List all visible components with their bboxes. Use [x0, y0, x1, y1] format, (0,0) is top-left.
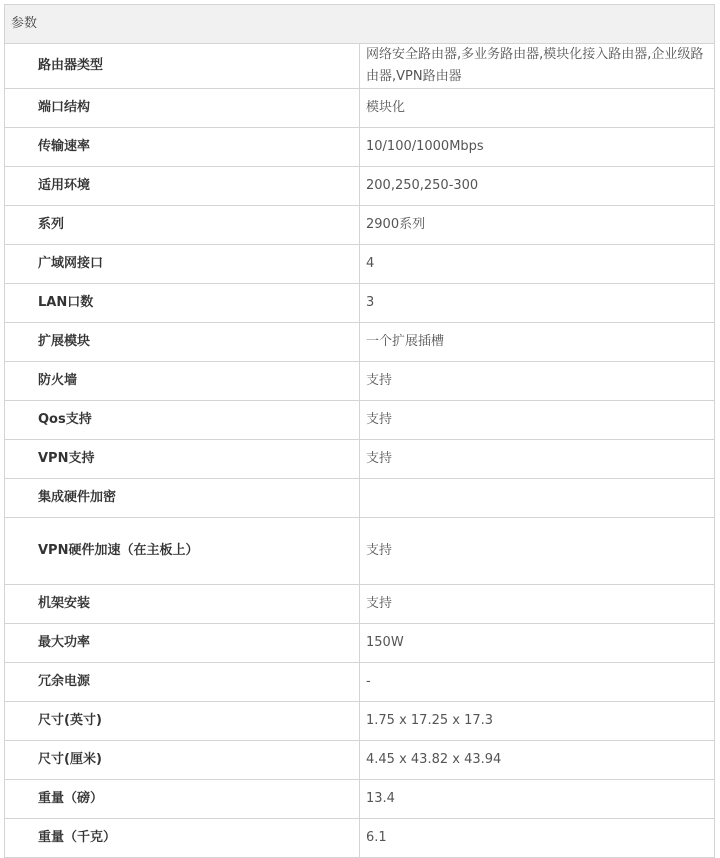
- table-row: [5, 518, 715, 585]
- spec-value: [360, 479, 715, 518]
- spec-label: 端口结构: [5, 89, 360, 128]
- spec-value: 200,250,250-300: [360, 167, 715, 206]
- table-row: [5, 284, 715, 323]
- table-row: [5, 89, 715, 128]
- table-row: [5, 780, 715, 819]
- spec-label: 防火墙: [5, 362, 360, 401]
- spec-label: 尺寸(厘米): [5, 741, 360, 780]
- spec-value: 2900系列: [360, 206, 715, 245]
- spec-value: 支持: [360, 518, 715, 585]
- spec-label: 机架安装: [5, 585, 360, 624]
- spec-value: -: [360, 663, 715, 702]
- table-row: [5, 128, 715, 167]
- spec-value: 支持: [360, 585, 715, 624]
- spec-label: VPN硬件加速（在主板上）: [5, 518, 360, 585]
- spec-value: 模块化: [360, 89, 715, 128]
- table-row: [5, 479, 715, 518]
- spec-value: 150W: [360, 624, 715, 663]
- spec-label: Qos支持: [5, 401, 360, 440]
- spec-value: 4.45 x 43.82 x 43.94: [360, 741, 715, 780]
- section-title: 参数: [5, 5, 715, 44]
- table-row: [5, 401, 715, 440]
- spec-value: 6.1: [360, 819, 715, 858]
- table-row: [5, 245, 715, 284]
- spec-label: 重量（千克）: [5, 819, 360, 858]
- spec-table: [4, 4, 715, 858]
- spec-label: 路由器类型: [5, 44, 360, 89]
- spec-value: 1.75 x 17.25 x 17.3: [360, 702, 715, 741]
- table-row: [5, 362, 715, 401]
- spec-value: 4: [360, 245, 715, 284]
- spec-label: 集成硬件加密: [5, 479, 360, 518]
- spec-label: 系列: [5, 206, 360, 245]
- spec-value: 10/100/1000Mbps: [360, 128, 715, 167]
- spec-value: 支持: [360, 362, 715, 401]
- spec-label: VPN支持: [5, 440, 360, 479]
- spec-label: 传输速率: [5, 128, 360, 167]
- spec-label: LAN口数: [5, 284, 360, 323]
- table-row: [5, 323, 715, 362]
- spec-value: 3: [360, 284, 715, 323]
- spec-label: 扩展模块: [5, 323, 360, 362]
- table-row: [5, 585, 715, 624]
- spec-value: 网络安全路由器,多业务路由器,模块化接入路由器,企业级路由器,VPN路由器: [360, 44, 715, 89]
- section-header-row: [5, 5, 715, 44]
- spec-label: 适用环境: [5, 167, 360, 206]
- spec-value: 13.4: [360, 780, 715, 819]
- spec-label: 冗余电源: [5, 663, 360, 702]
- table-row: [5, 44, 715, 89]
- table-row: [5, 663, 715, 702]
- table-row: [5, 206, 715, 245]
- table-row: [5, 440, 715, 479]
- spec-label: 尺寸(英寸): [5, 702, 360, 741]
- table-row: [5, 624, 715, 663]
- spec-label: 广域网接口: [5, 245, 360, 284]
- spec-label: 重量（磅）: [5, 780, 360, 819]
- spec-value: 一个扩展插槽: [360, 323, 715, 362]
- table-row: [5, 741, 715, 780]
- table-row: [5, 702, 715, 741]
- spec-label: 最大功率: [5, 624, 360, 663]
- table-row: [5, 167, 715, 206]
- spec-value: 支持: [360, 440, 715, 479]
- spec-value: 支持: [360, 401, 715, 440]
